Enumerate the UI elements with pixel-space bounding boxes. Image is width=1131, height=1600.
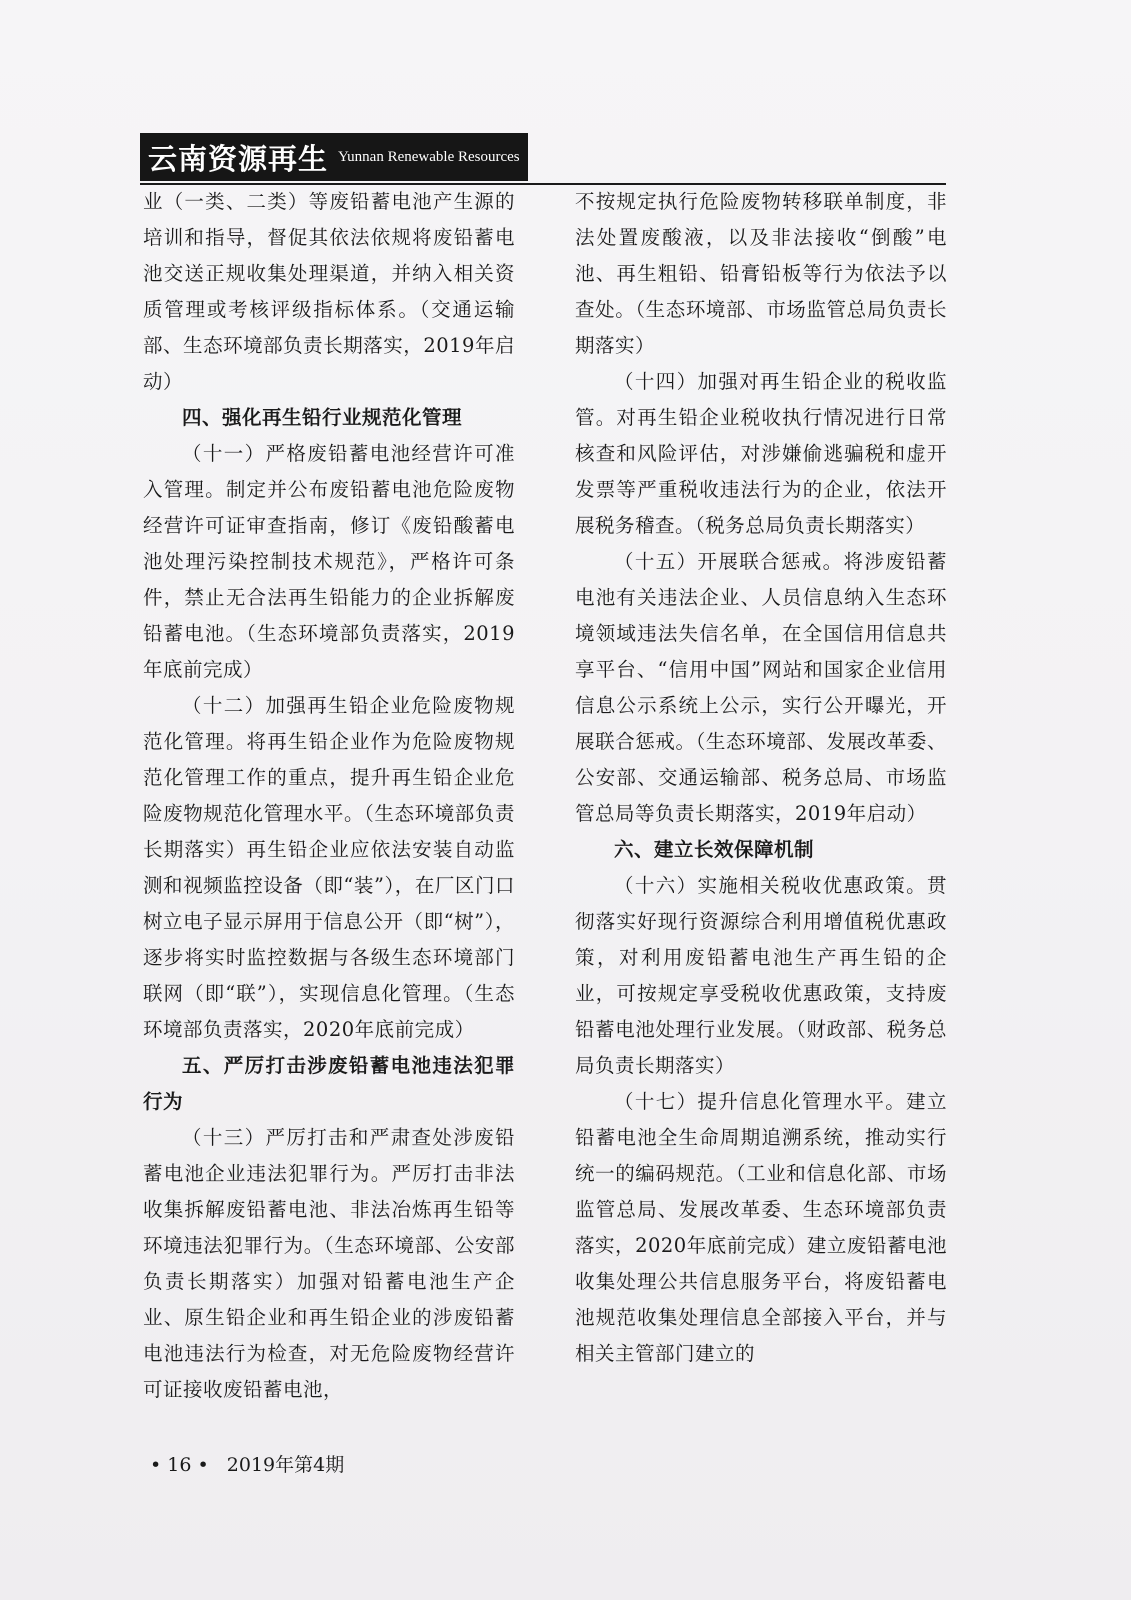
right-para-14: （十四）加强对再生铅企业的税收监管。对再生铅企业税收执行情况进行日常核查和风险评估，对涉嫌偷逃骗税和虚开发票等严重税收违法行为的企业，依法开展税务稽查。（税务总局负责长期落实） (575, 370, 947, 537)
journal-header (140, 133, 528, 181)
journal-title-en: Yunnan Renewable Resources (338, 148, 520, 165)
page-footer (150, 1450, 344, 1477)
left-para-11: （十一）严格废铅蓄电池经营许可准入管理。制定并公布废铅蓄电池危险废物经营许可证审查指南，修订《废铅酸蓄电池处理污染控制技术规范》，严格许可条件，禁止无合法再生铅能力的企业拆解废铅蓄电池。（生态环境部负责落实，2019年底前完成） (143, 442, 515, 681)
right-section-heading-6: 六、建立长效保障机制 (614, 838, 815, 861)
left-para-0: 业（一类、二类）等废铅蓄电池产生源的培训和指导，督促其依法依规将废铅蓄电池交送正规收集处理渠道，并纳入相关资质管理或考核评级指标体系。（交通运输部、生态环境部负责长期落实，2019年启动） (143, 190, 515, 393)
right-para-16: （十六）实施相关税收优惠政策。贯彻落实好现行资源综合利用增值税优惠政策，对利用废铅蓄电池生产再生铅的企业，可按规定享受税收优惠政策，支持废铅蓄电池处理行业发展。（财政部、税务总局负责长期落实） (575, 874, 947, 1077)
right-para-15: （十五）开展联合惩戒。将涉废铅蓄电池有关违法企业、人员信息纳入生态环境领域违法失信名单，在全国信用信息共享平台、“信用中国”网站和国家企业信用信息公示系统上公示，实行公开曝光，开展联合惩戒。（生态环境部、发展改革委、公安部、交通运输部、税务总局、市场监管总局等负责长期落实，2019年启动） (575, 550, 947, 825)
right-column (575, 184, 947, 1372)
left-column (143, 184, 515, 1408)
left-para-12: （十二）加强再生铅企业危险废物规范化管理。将再生铅企业作为危险废物规范化管理工作的重点，提升再生铅企业危险废物规范化管理水平。（生态环境部负责长期落实）再生铅企业应依法安装自动监测和视频监控设备（即“装”），在厂区门口树立电子显示屏用于信息公开（即“树”），逐步将实时监控数据与各级生态环境部门联网（即“联”），实现信息化管理。（生态环境部负责落实，2020年底前完成） (143, 694, 515, 1041)
page-number: • 16 • (150, 1454, 209, 1476)
right-para-cont: 不按规定执行危险废物转移联单制度，非法处置废酸液，以及非法接收“倒酸”电池、再生粗铅、铅膏铅板等行为依法予以查处。（生态环境部、市场监管总局负责长期落实） (575, 190, 947, 357)
left-para-13: （十三）严厉打击和严肃查处涉废铅蓄电池企业违法犯罪行为。严厉打击非法收集拆解废铅蓄电池、非法冶炼再生铅等环境违法犯罪行为。（生态环境部、公安部负责长期落实）加强对铅蓄电池生产企业、原生铅企业和再生铅企业的涉废铅蓄电池违法行为检查，对无危险废物经营许可证接收废铅蓄电池， (143, 1126, 515, 1401)
left-section-heading-5: 五、严厉打击涉废铅蓄电池违法犯罪行为 (143, 1054, 515, 1113)
right-para-17: （十七）提升信息化管理水平。建立铅蓄电池全生命周期追溯系统，推动实行统一的编码规范。（工业和信息化部、市场监管总局、发展改革委、生态环境部负责落实，2020年底前完成）建立废铅蓄电池收集处理公共信息服务平台，将废铅蓄电池规范收集处理信息全部接入平台，并与相关主管部门建立的 (575, 1090, 947, 1365)
left-section-heading-4: 四、强化再生铅行业规范化管理 (182, 406, 463, 429)
journal-title-cn: 云南资源再生 (148, 141, 329, 176)
issue-label: 2019年第4期 (226, 1454, 345, 1476)
